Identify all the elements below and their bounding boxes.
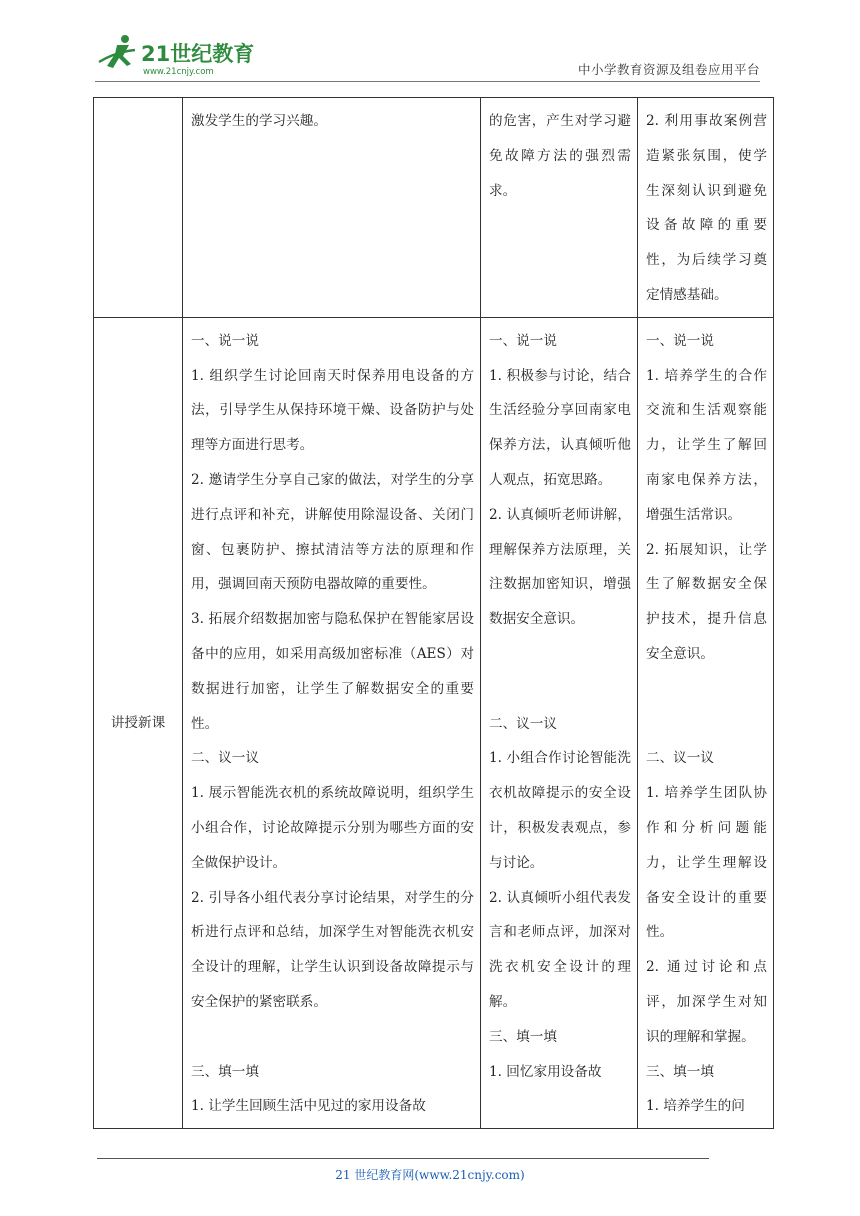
design-intent-cell (638, 98, 774, 318)
section-title: 三、填一填 (191, 1063, 259, 1080)
paragraph: 1. 培养学生的问 (646, 1098, 745, 1115)
table-row (94, 317, 774, 1128)
paragraph: 2. 认真倾听小组代表发言和老师点评，加深对洗衣机安全设计的理解。 (489, 889, 631, 1010)
paragraph: 的危害，产生对学习避免故障方法的强烈需求。 (489, 113, 631, 199)
footer-text[interactable]: 21 世纪教育网(www.21cnjy.com) (335, 1168, 525, 1182)
paragraph: 1. 小组合作讨论智能洗衣机故障提示的安全设计，积极发表观点，参与讨论。 (489, 750, 631, 871)
teacher-activity-cell (183, 98, 481, 318)
teacher-activity-cell (183, 317, 481, 1128)
section-title: 三、填一填 (489, 1028, 557, 1045)
paragraph: 2. 引导各小组代表分享讨论结果，对学生的分析进行点评和总结，加深学生对智能洗衣机安全设计的理解，让学生认识到设备故障提示与安全保护的紧密联系。 (191, 889, 474, 1010)
page-header (95, 30, 760, 80)
section-title: 三、填一填 (646, 1063, 714, 1080)
section-title: 二、议一议 (191, 750, 259, 767)
stage-cell: 讲授新课 (94, 317, 183, 1128)
paragraph: 1. 培养学生的合作交流和生活观察能力，让学生了解回南家电保养方法，增强生活常识。 (646, 367, 767, 523)
section-title: 二、议一议 (489, 715, 557, 732)
section-title: 二、议一议 (646, 750, 714, 767)
paragraph: 2. 拓展知识，让学生了解数据安全保护技术，提升信息安全意识。 (646, 541, 767, 662)
logo-text: 21世纪教育 (141, 42, 255, 66)
section-title: 一、说一说 (646, 332, 714, 349)
paragraph: 1. 回忆家用设备故 (489, 1063, 602, 1080)
runner-icon (99, 35, 135, 68)
platform-name: 中小学教育资源及组卷应用平台 (577, 62, 760, 77)
paragraph: 1. 让学生回顾生活中见过的家用设备故 (191, 1098, 426, 1115)
design-intent-cell (638, 317, 774, 1128)
stage-cell (94, 98, 183, 318)
paragraph: 1. 积极参与讨论，结合生活经验分享回南家电保养方法，认真倾听他人观点，拓宽思路。 (489, 367, 631, 488)
paragraph: 2. 通过讨论和点评，加深学生对知识的理解和掌握。 (646, 959, 767, 1045)
lesson-plan-table (93, 97, 774, 1129)
paragraph: 2. 邀请学生分享自己家的做法，对学生的分享进行点评和补充，讲解使用除湿设备、关闭门窗、包裹防护、擦拭清洁等方法的原理和作用，强调回南天预防电器故障的重要性。 (191, 471, 474, 593)
paragraph: 2. 利用事故案例营造紧张氛围，使学生深刻认识到避免设备故障的重要性，为后续学习奠定情感基础。 (646, 113, 767, 303)
paragraph: 激发学生的学习兴趣。 (191, 113, 327, 129)
section-title: 一、说一说 (191, 332, 259, 349)
paragraph: 1. 展示智能洗衣机的系统故障说明，组织学生小组合作，讨论故障提示分别为哪些方面的安全做保护设计。 (191, 785, 474, 871)
paragraph: 1. 培养学生团队协作和分析问题能力，让学生理解设备安全设计的重要性。 (646, 785, 767, 941)
paragraph: 2. 认真倾听老师讲解，理解保养方法原理，关注数据加密知识，增强数据安全意识。 (489, 506, 631, 628)
logo-url: www.21cnjy.com (143, 67, 214, 77)
header-divider (95, 81, 760, 82)
site-logo (95, 30, 295, 80)
footer-divider (97, 1158, 709, 1159)
student-activity-cell (481, 98, 638, 318)
section-title: 一、说一说 (489, 332, 557, 349)
table-row (94, 98, 774, 318)
paragraph: 3. 拓展介绍数据加密与隐私保护在智能家居设备中的应用，如采用高级加密标准（AES）对数据进行加密，让学生了解数据安全的重要性。 (191, 611, 474, 732)
paragraph: 1. 组织学生讨论回南天时保养用电设备的方法，引导学生从保持环境干燥、设备防护与处理等方面进行思考。 (191, 367, 474, 454)
student-activity-cell (481, 317, 638, 1128)
